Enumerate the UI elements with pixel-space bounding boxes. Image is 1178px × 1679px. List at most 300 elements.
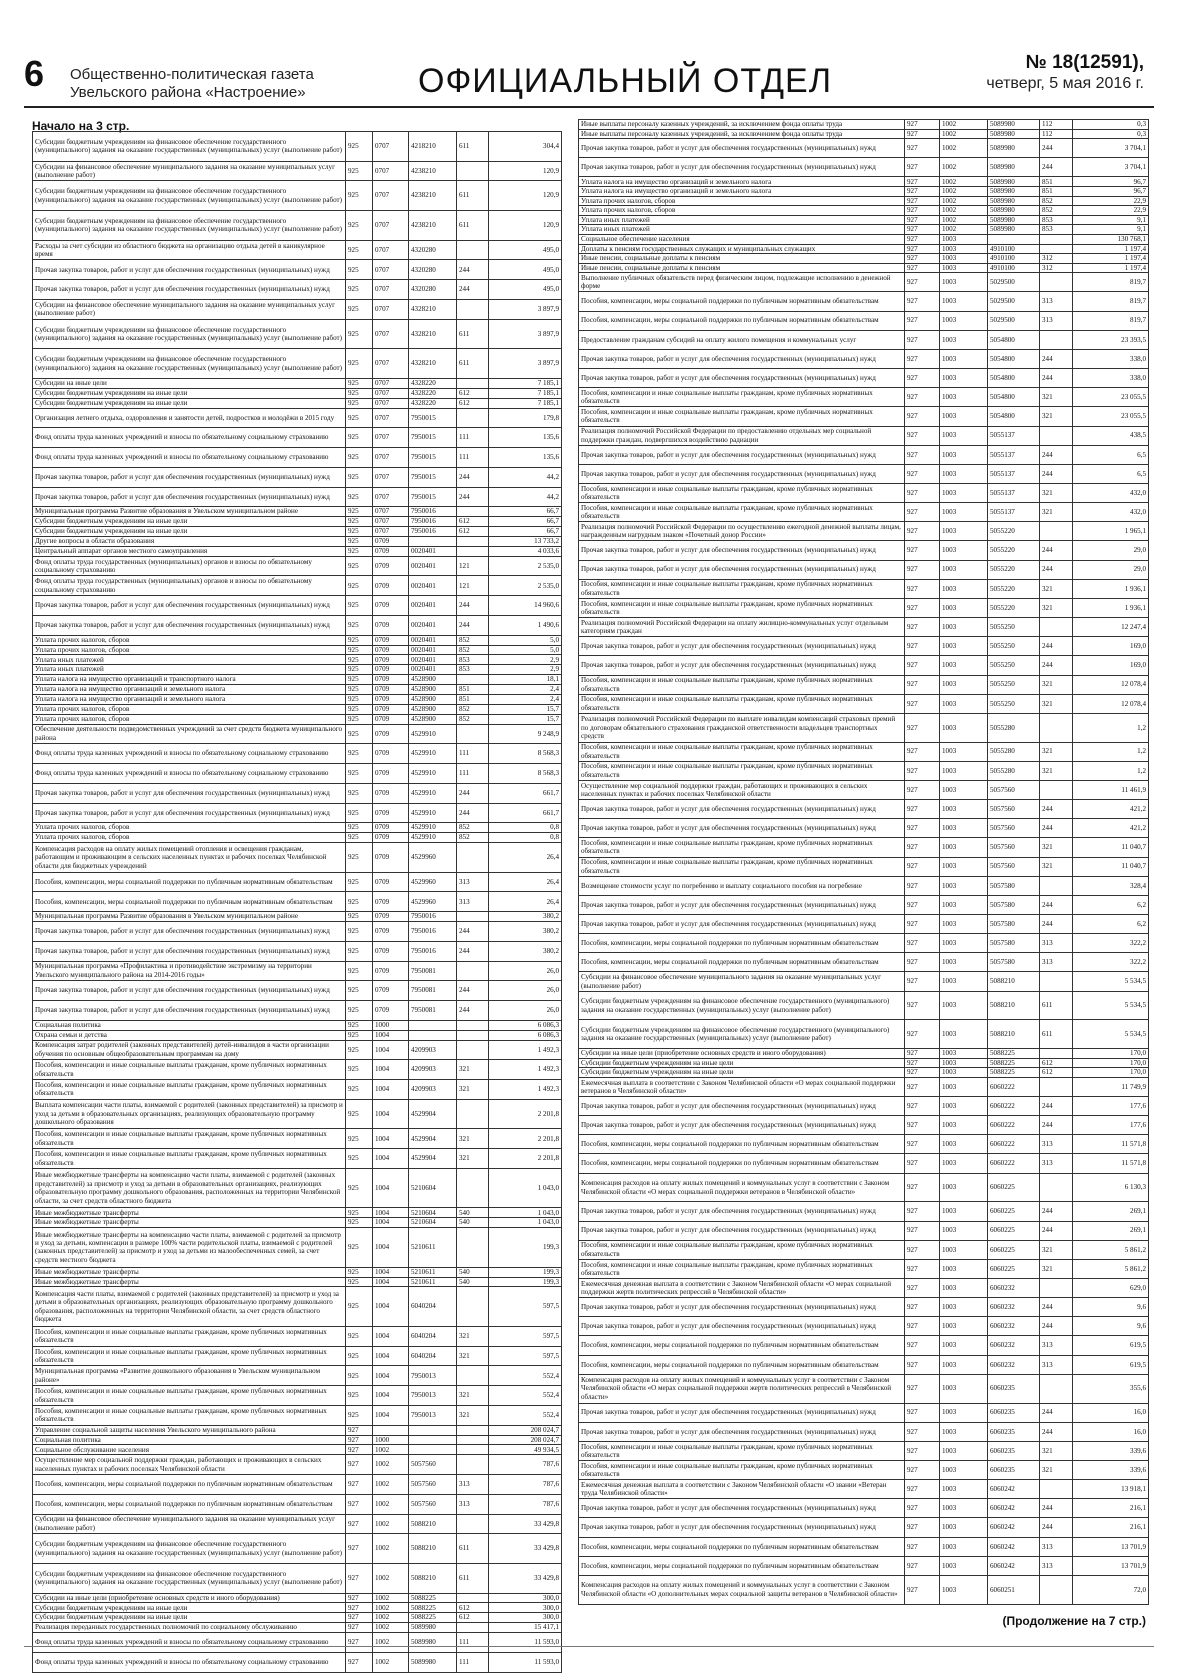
table-row [33, 1277, 562, 1287]
item-name-cell: Компенсация части платы, взимаемой с родителей (законных представителей) за присмотр и уход за детьми в образовательных организациях, реализующих образовательную программу дошкольного образования, расположенных на территории Челябинской области, за счет средств областного бюджета [33, 1287, 346, 1327]
amount-cell: 170,0 [1073, 1058, 1149, 1068]
expense-type-cell [457, 1455, 489, 1475]
amount-cell: 16,0 [1073, 1403, 1149, 1422]
expense-type-cell: 321 [1040, 742, 1073, 761]
amount-cell: 11 571,8 [1073, 1135, 1149, 1154]
target-code-cell: 4238210 [409, 181, 457, 211]
amount-cell: 597,5 [489, 1287, 562, 1327]
section-code-cell: 0709 [373, 922, 409, 942]
expense-type-cell: 321 [1040, 675, 1073, 694]
section-code-cell: 0707 [373, 398, 409, 408]
amount-cell: 1 043,0 [489, 1168, 562, 1208]
item-name-cell: Пособия, компенсации и иные социальные выплаты гражданам, кроме публичных нормативных обязательств [33, 1149, 346, 1169]
table-row [579, 349, 1149, 368]
target-code-cell: 4529910 [409, 823, 457, 833]
item-name-cell: Прочая закупка товаров, работ и услуг для обеспечения государственных (муниципальных) нужд [579, 915, 905, 934]
section-code-cell: 1003 [940, 445, 988, 464]
item-name-cell: Прочая закупка товаров, работ и услуг для обеспечения государственных (муниципальных) нужд [579, 1499, 905, 1518]
expense-type-cell: 244 [1040, 139, 1073, 158]
item-name-cell: Уплата налога на имущество организаций и земельного налога [33, 685, 346, 695]
section-code-cell: 1002 [940, 158, 988, 177]
expense-type-cell [1040, 330, 1073, 349]
target-code-cell: 5054800 [988, 407, 1040, 426]
expense-type-cell: 244 [1040, 349, 1073, 368]
table-row [579, 177, 1149, 187]
item-name-cell: Пособия, компенсации и иные социальные выплаты гражданам, кроме публичных нормативных обязательств [579, 838, 905, 857]
ministry-code-cell: 925 [346, 280, 373, 300]
table-row [579, 1374, 1149, 1403]
target-code-cell: 5029500 [988, 273, 1040, 292]
ministry-code-cell: 927 [346, 1475, 373, 1495]
ministry-code-cell: 925 [346, 181, 373, 211]
target-code-cell: 7950013 [409, 1386, 457, 1406]
target-code-cell: 5057560 [988, 780, 1040, 799]
expense-type-cell: 611 [457, 319, 489, 349]
ministry-code-cell: 927 [905, 895, 940, 914]
expense-type-cell: 244 [1040, 445, 1073, 464]
ministry-code-cell: 927 [905, 838, 940, 857]
section-code-cell: 1002 [940, 225, 988, 235]
expense-type-cell [457, 1435, 489, 1445]
target-code-cell: 5054800 [988, 330, 1040, 349]
section-code-cell: 1003 [940, 972, 988, 991]
section-code-cell: 0709 [373, 941, 409, 961]
target-code-cell: 5029500 [988, 292, 1040, 311]
table-row [33, 378, 562, 388]
table-row [33, 665, 562, 675]
expense-type-cell: 612 [457, 1613, 489, 1623]
expense-type-cell [1040, 273, 1073, 292]
ministry-code-cell: 927 [905, 1279, 940, 1298]
table-row [33, 1149, 562, 1169]
expense-type-cell: 321 [1040, 1441, 1073, 1460]
item-name-cell: Прочая закупка товаров, работ и услуг для обеспечения государственных (муниципальных) нужд [579, 349, 905, 368]
section-code-cell: 1002 [940, 120, 988, 130]
amount-cell: 33 429,8 [489, 1514, 562, 1534]
section-code-cell: 1003 [940, 991, 988, 1020]
table-row [33, 240, 562, 260]
item-name-cell: Уплата налога на имущество организаций и земельного налога [33, 694, 346, 704]
amount-cell: 199,3 [489, 1228, 562, 1268]
item-name-cell: Субсидии бюджетным учреждениям на иные цели [33, 388, 346, 398]
target-code-cell: 5055280 [988, 713, 1040, 742]
section-code-cell: 1003 [940, 254, 988, 264]
target-code-cell: 7950015 [409, 448, 457, 468]
target-code-cell: 5088225 [988, 1049, 1040, 1059]
expense-type-cell: 244 [1040, 1518, 1073, 1537]
ministry-code-cell: 925 [346, 1099, 373, 1129]
amount-cell: 495,0 [489, 260, 562, 280]
ministry-code-cell: 925 [346, 556, 373, 576]
ministry-code-cell: 927 [905, 694, 940, 713]
section-code-cell: 1000 [373, 1435, 409, 1445]
target-code-cell: 4328210 [409, 349, 457, 379]
table-row [33, 211, 562, 241]
expense-type-cell: 321 [457, 1060, 489, 1080]
item-name-cell: Муниципальная программа Развитие образования в Увельском муниципальном районе [33, 912, 346, 922]
expense-type-cell [457, 1514, 489, 1534]
ministry-code-cell: 927 [905, 244, 940, 254]
item-name-cell: Пособия, компенсации, меры социальной поддержки по публичным нормативным обязательствам [579, 953, 905, 972]
expense-type-cell [1040, 1480, 1073, 1499]
table-row [33, 596, 562, 616]
item-name-cell: Прочая закупка товаров, работ и услуг для обеспечения государственных (муниципальных) нужд [579, 1221, 905, 1240]
target-code-cell: 4320280 [409, 280, 457, 300]
amount-cell: 29,0 [1073, 560, 1149, 579]
target-code-cell: 6040204 [409, 1326, 457, 1346]
expense-type-cell [457, 507, 489, 517]
table-row [33, 448, 562, 468]
start-note: Начало на 3 стр. [32, 119, 130, 133]
table-row [33, 1603, 562, 1613]
table-row [579, 254, 1149, 264]
amount-cell: 135,6 [489, 428, 562, 448]
amount-cell: 7 185,1 [489, 398, 562, 408]
table-row [579, 637, 1149, 656]
ministry-code-cell: 927 [346, 1455, 373, 1475]
expense-type-cell: 611 [457, 1563, 489, 1593]
item-name-cell: Пособия, компенсации и иные социальные выплаты гражданам, кроме публичных нормативных обязательств [579, 694, 905, 713]
table-row [33, 1623, 562, 1633]
target-code-cell: 5055137 [988, 483, 1040, 502]
item-name-cell: Уплата прочих налогов, сборов [33, 704, 346, 714]
target-code-cell: 0020401 [409, 576, 457, 596]
expense-type-cell [1040, 618, 1073, 637]
ministry-code-cell: 925 [346, 981, 373, 1001]
expense-type-cell: 612 [457, 1603, 489, 1613]
amount-cell: 3 897,9 [489, 349, 562, 379]
amount-cell: 5,0 [489, 635, 562, 645]
page-number: 6 [24, 53, 45, 94]
target-code-cell: 5055220 [988, 541, 1040, 560]
section-code-cell: 1004 [373, 1287, 409, 1327]
target-code-cell: 5089980 [988, 129, 1040, 139]
target-code-cell: 0020401 [409, 546, 457, 556]
expense-type-cell [1040, 234, 1073, 244]
target-code-cell: 5057580 [988, 876, 1040, 895]
expense-type-cell: 321 [457, 1149, 489, 1169]
item-name-cell: Прочая закупка товаров, работ и услуг для обеспечения государственных (муниципальных) нужд [579, 369, 905, 388]
expense-type-cell [1040, 522, 1073, 541]
amount-cell: 11 593,0 [489, 1633, 562, 1653]
target-code-cell: 5055220 [988, 598, 1040, 617]
table-row [579, 895, 1149, 914]
section-code-cell: 1003 [940, 618, 988, 637]
item-name-cell: Ежемесячная денежная выплата в соответствии с Законом Челябинской области «О звании «Ветеран труда Челябинской области» [579, 1480, 905, 1499]
amount-cell: 23 055,5 [1073, 407, 1149, 426]
section-code-cell: 1003 [940, 1499, 988, 1518]
target-code-cell: 5088225 [988, 1068, 1040, 1078]
table-row [33, 1099, 562, 1129]
item-name-cell: Субсидии бюджетным учреждениям на финансовое обеспечение государственного (муниципального) задания на оказание государственных (муниципальных) услуг (выполнение работ) [33, 132, 346, 162]
table-row [579, 953, 1149, 972]
target-code-cell: 7950015 [409, 487, 457, 507]
amount-cell: 66,7 [489, 527, 562, 537]
ministry-code-cell: 927 [905, 158, 940, 177]
table-row [579, 292, 1149, 311]
expense-type-cell [1040, 1049, 1073, 1059]
ministry-code-cell: 927 [905, 1221, 940, 1240]
ministry-code-cell: 927 [905, 1240, 940, 1259]
table-row [579, 1575, 1149, 1604]
ministry-code-cell: 925 [346, 872, 373, 892]
expense-type-cell: 853 [1040, 215, 1073, 225]
ministry-code-cell: 925 [346, 349, 373, 379]
table-row [33, 724, 562, 744]
section-code-cell: 0707 [373, 260, 409, 280]
issue-date: четверг, 5 мая 2016 г. [986, 75, 1144, 92]
expense-type-cell: 321 [457, 1326, 489, 1346]
section-code-cell: 1003 [940, 1068, 988, 1078]
ministry-code-cell: 927 [905, 388, 940, 407]
item-name-cell: Субсидии бюджетным учреждениям на финансовое обеспечение государственного (муниципального) задания на оказание государственных (муниципальных) услуг (выполнение работ) [579, 991, 905, 1020]
expense-type-cell: 313 [1040, 1135, 1073, 1154]
ministry-code-cell: 927 [905, 225, 940, 235]
item-name-cell: Субсидии бюджетным учреждениям на финансовое обеспечение государственного (муниципального) задания на оказание государственных (муниципальных) услуг (выполнение работ) [33, 181, 346, 211]
section-code-cell: 1003 [940, 1317, 988, 1336]
ministry-code-cell: 927 [905, 1259, 940, 1278]
section-code-cell: 1003 [940, 1077, 988, 1096]
target-code-cell: 5057560 [409, 1455, 457, 1475]
target-code-cell: 4529910 [409, 764, 457, 784]
item-name-cell: Иные выплаты персоналу казенных учреждений, за исключением фонда оплаты труда [579, 120, 905, 130]
item-name-cell: Субсидии бюджетным учреждениям на финансовое обеспечение государственного (муниципального) задания на оказание государственных (муниципальных) услуг (выполнение работ) [33, 319, 346, 349]
amount-cell: 26,0 [489, 961, 562, 981]
ministry-code-cell: 925 [346, 1020, 373, 1030]
amount-cell: 22,9 [1073, 196, 1149, 206]
item-name-cell: Уплата налога на имущество организаций и земельного налога [579, 177, 905, 187]
section-code-cell: 1003 [940, 1097, 988, 1116]
amount-cell: 0,3 [1073, 129, 1149, 139]
target-code-cell: 5029500 [988, 311, 1040, 330]
item-name-cell: Прочая закупка товаров, работ и услуг для обеспечения государственных (муниципальных) нужд [33, 260, 346, 280]
expense-type-cell: 321 [1040, 579, 1073, 598]
expense-type-cell: 244 [457, 1001, 489, 1021]
target-code-cell: 6060232 [988, 1279, 1040, 1298]
section-code-cell: 0707 [373, 507, 409, 517]
amount-cell: 2 535,0 [489, 556, 562, 576]
item-name-cell: Пособия, компенсации, меры социальной поддержки по публичным нормативным обязательствам [579, 1135, 905, 1154]
target-code-cell: 5088210 [988, 991, 1040, 1020]
item-name-cell: Уплата налога на имущество организаций и транспортного налога [33, 675, 346, 685]
amount-cell: 26,4 [489, 872, 562, 892]
amount-cell: 199,3 [489, 1267, 562, 1277]
expense-type-cell [1040, 1279, 1073, 1298]
target-code-cell: 5089980 [409, 1652, 457, 1672]
item-name-cell: Пособия, компенсации и иные социальные выплаты гражданам, кроме публичных нормативных обязательств [579, 598, 905, 617]
ministry-code-cell: 927 [905, 637, 940, 656]
target-code-cell: 5089980 [988, 215, 1040, 225]
item-name-cell: Пособия, компенсации и иные социальные выплаты гражданам, кроме публичных нормативных обязательств [579, 503, 905, 522]
item-name-cell: Пособия, компенсации и иные социальные выплаты гражданам, кроме публичных нормативных обязательств [579, 742, 905, 761]
table-row [33, 319, 562, 349]
expense-type-cell [457, 546, 489, 556]
amount-cell: 0,3 [1073, 120, 1149, 130]
expense-type-cell: 611 [1040, 1020, 1073, 1049]
table-row [579, 206, 1149, 216]
section-code-cell: 0709 [373, 872, 409, 892]
expense-type-cell: 852 [457, 714, 489, 724]
table-row [33, 1613, 562, 1623]
amount-cell: 5 534,5 [1073, 972, 1149, 991]
item-name-cell: Иные пенсии, социальные доплаты к пенсиям [579, 263, 905, 273]
ministry-code-cell: 927 [346, 1425, 373, 1435]
expense-type-cell: 321 [1040, 694, 1073, 713]
expense-type-cell: 852 [457, 823, 489, 833]
amount-cell: 552,4 [489, 1405, 562, 1425]
amount-cell: 22,9 [1073, 206, 1149, 216]
expense-type-cell: 244 [457, 615, 489, 635]
ministry-code-cell: 925 [346, 843, 373, 873]
amount-cell: 432,0 [1073, 483, 1149, 502]
item-name-cell: Реализация полномочий Российской Федерации по выплате инвалидам компенсаций страховых премий по договорам обязательного страхования гражданской ответственности владельцев транспортных средств [579, 713, 905, 742]
target-code-cell: 5210604 [409, 1218, 457, 1228]
section-code-cell: 0709 [373, 556, 409, 576]
ministry-code-cell: 927 [905, 1068, 940, 1078]
section-code-cell: 0709 [373, 645, 409, 655]
section-code-cell: 1003 [940, 761, 988, 780]
target-code-cell: 5210611 [409, 1267, 457, 1277]
table-row [33, 615, 562, 635]
expense-type-cell: 313 [1040, 1154, 1073, 1173]
item-name-cell: Фонд оплаты труда казенных учреждений и взносы по обязательному социальному страхованию [33, 764, 346, 784]
expense-type-cell [1040, 426, 1073, 445]
budget-table-right [578, 119, 1149, 1605]
budget-table-left [32, 131, 562, 1673]
item-name-cell: Прочая закупка товаров, работ и услуг для обеспечения государственных (муниципальных) нужд [579, 895, 905, 914]
section-code-cell: 1002 [940, 215, 988, 225]
target-code-cell: 4528900 [409, 675, 457, 685]
section-code-cell: 0707 [373, 280, 409, 300]
item-name-cell: Фонд оплаты труда государственных (муниципальных) органов и взносы по обязательному социальному страхованию [33, 556, 346, 576]
table-row [33, 833, 562, 843]
item-name-cell: Предоставление гражданам субсидий на оплату жилого помещения и коммунальных услуг [579, 330, 905, 349]
table-row [579, 503, 1149, 522]
target-code-cell: 4238210 [409, 211, 457, 241]
ministry-code-cell: 925 [346, 655, 373, 665]
item-name-cell: Социальная политика [33, 1020, 346, 1030]
amount-cell: 26,4 [489, 843, 562, 873]
amount-cell: 12 247,4 [1073, 618, 1149, 637]
section-code-cell: 1002 [940, 177, 988, 187]
ministry-code-cell: 925 [346, 132, 373, 162]
item-name-cell: Иные межбюджетные трансферты на компенсацию части платы, взимаемой с родителей (законных представителей) за присмотр и уход за детьми в образовательных организациях, реализующих образовательную программу дошкольного образования, расположенных на территории Челябинской области, за счет средств областного бюджета [33, 1168, 346, 1208]
item-name-cell: Субсидии бюджетным учреждениям на иные цели [33, 1603, 346, 1613]
ministry-code-cell: 927 [905, 1374, 940, 1403]
expense-type-cell: 244 [1040, 637, 1073, 656]
item-name-cell: Субсидии бюджетным учреждениям на финансовое обеспечение государственного (муниципального) задания на оказание государственных (муниципальных) услуг (выполнение работ) [579, 1020, 905, 1049]
item-name-cell: Субсидии бюджетным учреждениям на иные цели [33, 1613, 346, 1623]
table-row [33, 714, 562, 724]
amount-cell: 6,2 [1073, 915, 1149, 934]
target-code-cell: 5089980 [409, 1623, 457, 1633]
amount-cell: 6 086,3 [489, 1020, 562, 1030]
item-name-cell: Субсидии на иные цели [33, 378, 346, 388]
target-code-cell: 6060222 [988, 1116, 1040, 1135]
item-name-cell: Прочая закупка товаров, работ и услуг для обеспечения государственных (муниципальных) нужд [579, 1116, 905, 1135]
section-code-cell: 0709 [373, 576, 409, 596]
expense-type-cell [457, 408, 489, 428]
ministry-code-cell: 927 [346, 1613, 373, 1623]
section-code-cell: 0709 [373, 912, 409, 922]
amount-cell: 339,6 [1073, 1441, 1149, 1460]
expense-type-cell: 244 [1040, 1422, 1073, 1441]
expense-type-cell: 244 [457, 487, 489, 507]
section-code-cell: 0709 [373, 675, 409, 685]
expense-type-cell [457, 1623, 489, 1633]
table-row [579, 1049, 1149, 1059]
section-code-cell: 1003 [940, 1221, 988, 1240]
ministry-code-cell: 925 [346, 764, 373, 784]
section-code-cell: 1003 [940, 857, 988, 876]
continuation-note: (Продолжение на 7 стр.) [1002, 1614, 1146, 1628]
ministry-code-cell: 925 [346, 892, 373, 912]
ministry-code-cell: 925 [346, 1287, 373, 1327]
table-row [33, 576, 562, 596]
ministry-code-cell: 927 [905, 177, 940, 187]
item-name-cell: Организация летнего отдыха, оздоровления и занятости детей, подростков и молодёжи в 2015 году [33, 408, 346, 428]
amount-cell: 432,0 [1073, 503, 1149, 522]
amount-cell: 11 571,8 [1073, 1154, 1149, 1173]
section-code-cell: 0709 [373, 546, 409, 556]
amount-cell: 819,7 [1073, 292, 1149, 311]
item-name-cell: Прочая закупка товаров, работ и услуг для обеспечения государственных (муниципальных) нужд [33, 487, 346, 507]
amount-cell: 6 086,3 [489, 1030, 562, 1040]
target-code-cell: 6060232 [988, 1336, 1040, 1355]
item-name-cell: Прочая закупка товаров, работ и услуг для обеспечения государственных (муниципальных) нужд [579, 464, 905, 483]
table-row [33, 556, 562, 576]
ministry-code-cell: 927 [905, 483, 940, 502]
target-code-cell: 7950015 [409, 467, 457, 487]
expense-type-cell: 313 [457, 872, 489, 892]
target-code-cell: 6060235 [988, 1403, 1040, 1422]
expense-type-cell: 313 [1040, 311, 1073, 330]
table-row [33, 1080, 562, 1100]
amount-cell: 208 024,7 [489, 1435, 562, 1445]
section-code-cell: 1003 [940, 953, 988, 972]
amount-cell: 199,3 [489, 1277, 562, 1287]
target-code-cell: 5055137 [988, 503, 1040, 522]
amount-cell: 9 248,9 [489, 724, 562, 744]
expense-type-cell: 313 [1040, 1336, 1073, 1355]
table-row [33, 398, 562, 408]
ministry-code-cell: 927 [905, 991, 940, 1020]
table-row [33, 1593, 562, 1603]
table-row [579, 1135, 1149, 1154]
section-code-cell: 1003 [940, 895, 988, 914]
amount-cell: 5 861,2 [1073, 1259, 1149, 1278]
table-row [33, 1267, 562, 1277]
ministry-code-cell: 927 [905, 761, 940, 780]
table-row [579, 464, 1149, 483]
item-name-cell: Компенсация расходов на оплату жилых помещений и коммунальных услуг в соответствии с Законом Челябинской области «О мерах социальной поддержки жертв политических репрессий в Челябинской области» [579, 1374, 905, 1403]
table-row [579, 1317, 1149, 1336]
table-row [33, 961, 562, 981]
item-name-cell: Прочая закупка товаров, работ и услуг для обеспечения государственных (муниципальных) нужд [579, 1518, 905, 1537]
ministry-code-cell: 927 [905, 656, 940, 675]
section-code-cell: 0709 [373, 981, 409, 1001]
amount-cell: 2 201,8 [489, 1099, 562, 1129]
target-code-cell: 5057580 [988, 895, 1040, 914]
amount-cell: 1 965,1 [1073, 522, 1149, 541]
target-code-cell: 6060225 [988, 1240, 1040, 1259]
amount-cell: 2,4 [489, 694, 562, 704]
amount-cell: 1 936,1 [1073, 598, 1149, 617]
target-code-cell: 5054800 [988, 388, 1040, 407]
amount-cell: 6,5 [1073, 464, 1149, 483]
item-name-cell: Уплата иных платежей [33, 665, 346, 675]
amount-cell: 7 185,1 [489, 378, 562, 388]
